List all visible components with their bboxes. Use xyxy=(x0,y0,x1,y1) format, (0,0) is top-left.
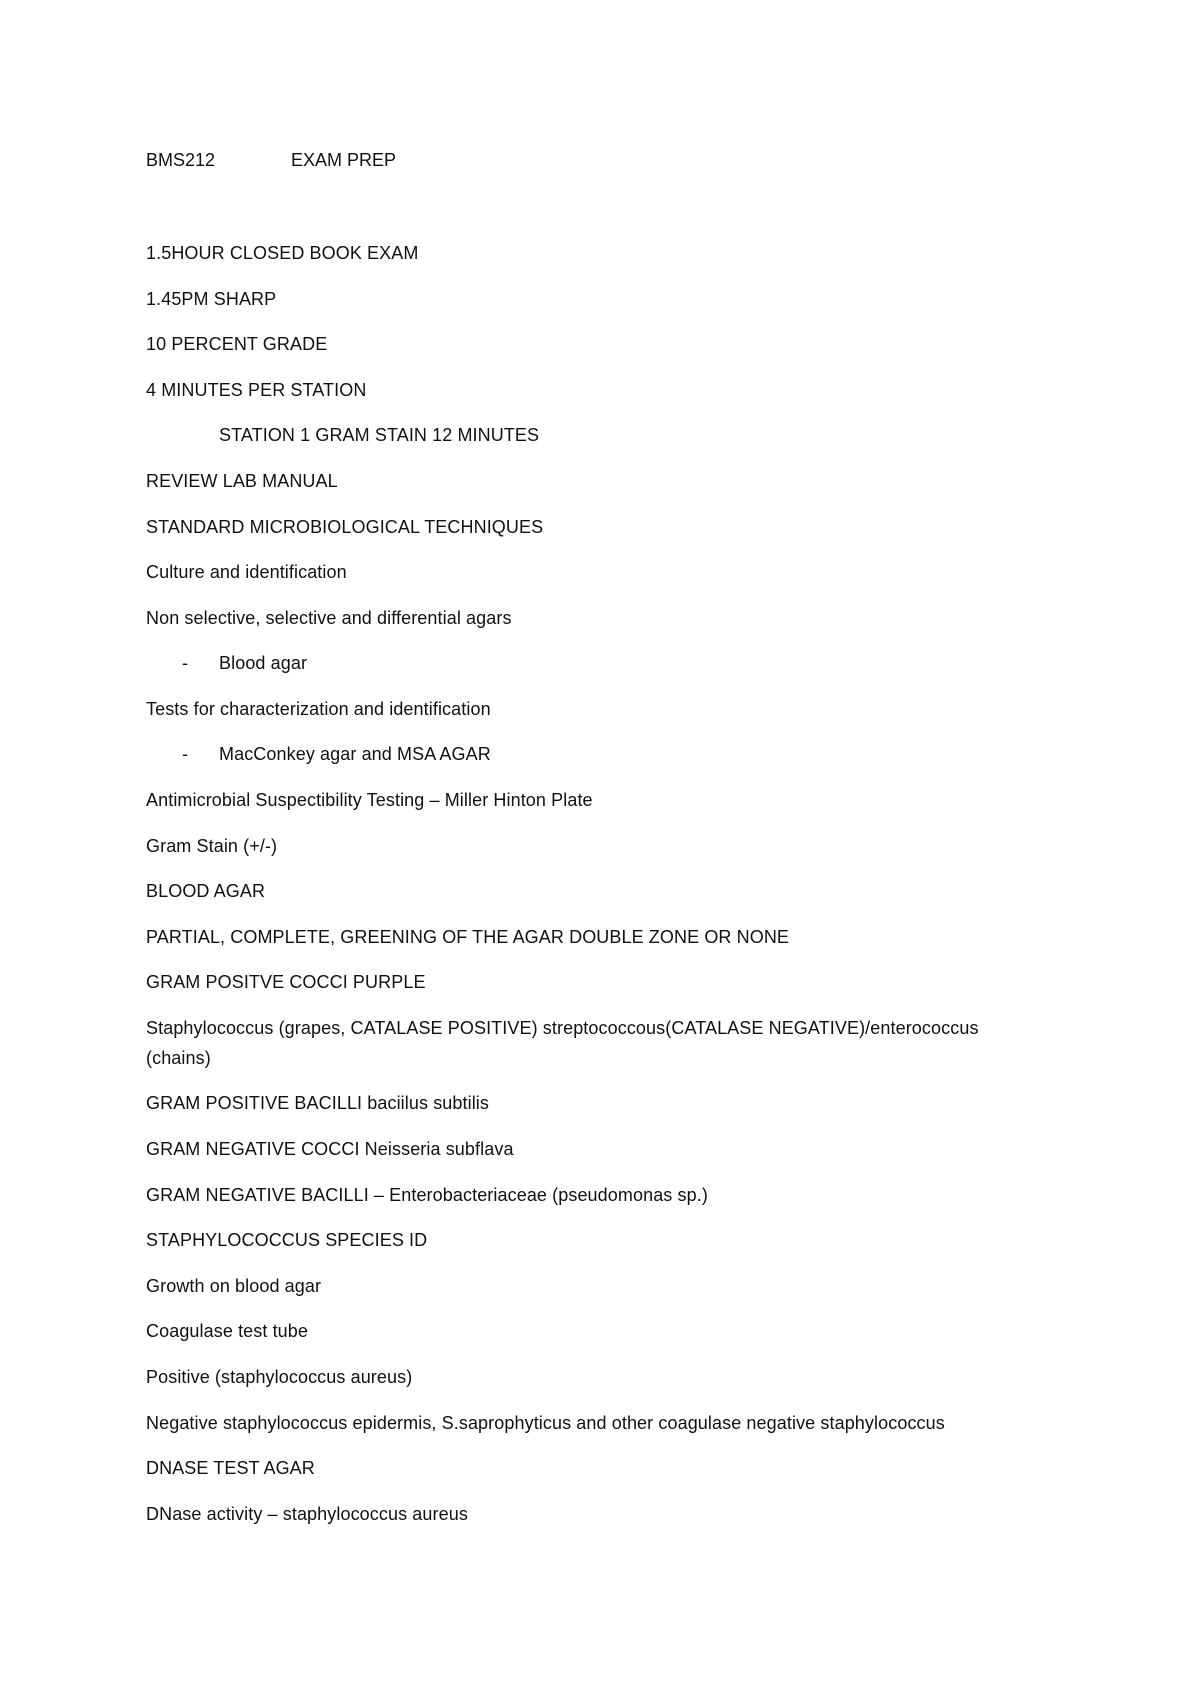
text-line: GRAM POSITIVE BACILLI baciilus subtilis xyxy=(146,1093,490,1113)
bullet-item: Blood agar xyxy=(219,653,308,673)
text-line: Antimicrobial Suspectibility Testing – Miller Hinton Plate xyxy=(146,790,593,810)
text-line: Negative staphylococcus epidermis, S.saprophyticus and other coagulase negative staphylococcus xyxy=(146,1413,945,1433)
text-line-wrapped: Staphylococcus (grapes, CATALASE POSITIVE) streptococcous(CATALASE NEGATIVE)/enterococcus (chains) xyxy=(146,1018,979,1068)
text-line: Positive (staphylococcus aureus) xyxy=(146,1367,413,1387)
text-line: DNase activity – staphylococcus aureus xyxy=(146,1504,468,1524)
bullet-marker: - xyxy=(182,653,188,673)
text-line: Growth on blood agar xyxy=(146,1276,322,1296)
text-line: REVIEW LAB MANUAL xyxy=(146,471,338,491)
text-line: 1.45PM SHARP xyxy=(146,289,277,309)
text-line: PARTIAL, COMPLETE, GREENING OF THE AGAR DOUBLE ZONE OR NONE xyxy=(146,927,790,947)
text-line: Culture and identification xyxy=(146,562,347,582)
text-line: Non selective, selective and differential agars xyxy=(146,608,512,628)
text-line: GRAM NEGATIVE BACILLI – Enterobacteriaceae (pseudomonas sp.) xyxy=(146,1185,708,1205)
text-line: 4 MINUTES PER STATION xyxy=(146,380,367,400)
text-line: Gram Stain (+/-) xyxy=(146,836,278,856)
text-line: STANDARD MICROBIOLOGICAL TECHNIQUES xyxy=(146,517,544,537)
course-code: BMS212 xyxy=(146,150,216,170)
text-line: Coagulase test tube xyxy=(146,1321,309,1341)
text-line: Tests for characterization and identification xyxy=(146,699,491,719)
text-line: 10 PERCENT GRADE xyxy=(146,334,328,354)
text-line: BLOOD AGAR xyxy=(146,881,266,901)
bullet-item: MacConkey agar and MSA AGAR xyxy=(219,744,491,764)
document-title: EXAM PREP xyxy=(291,150,397,170)
text-line: GRAM POSITVE COCCI PURPLE xyxy=(146,972,426,992)
text-line: 1.5HOUR CLOSED BOOK EXAM xyxy=(146,243,419,263)
text-line: GRAM NEGATIVE COCCI Neisseria subflava xyxy=(146,1139,514,1159)
text-line: DNASE TEST AGAR xyxy=(146,1458,315,1478)
text-line: STAPHYLOCOCCUS SPECIES ID xyxy=(146,1230,428,1250)
text-line-indented: STATION 1 GRAM STAIN 12 MINUTES xyxy=(219,425,540,445)
bullet-marker: - xyxy=(182,744,188,764)
